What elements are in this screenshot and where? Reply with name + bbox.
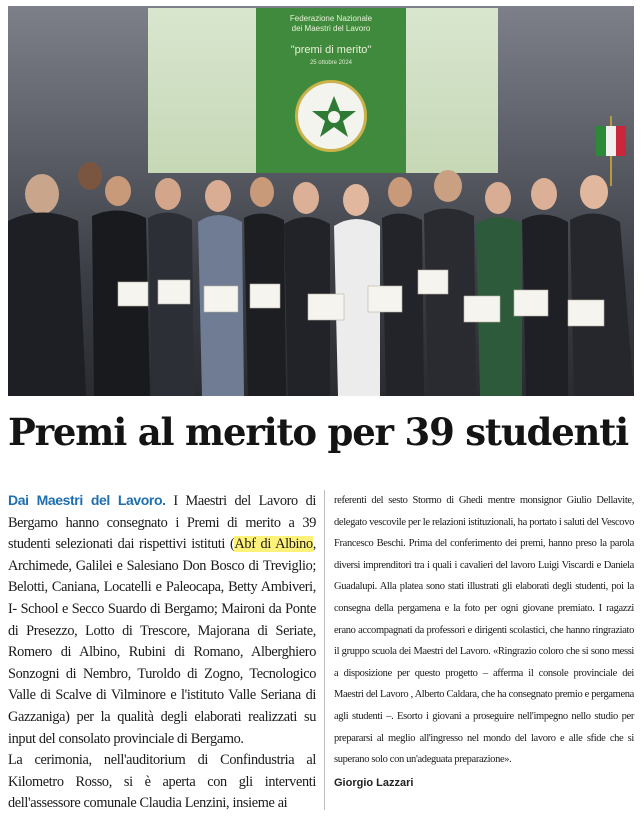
article-paragraph-2: referenti del sesto Stormo di Ghedi mentre monsignor Giulio Dellavite, delegato vescovile per le relazioni istituzionali, ha portato i saluti del Vescovo Francesco Beschi. Prima del conferimento dei premi, hanno preso la parola diversi imprenditori tra i quali i cavalieri del lavoro Luigi Viscardi e Daniela Guadalupi. Alla platea sono stati illustrati gli elaborati degli studenti, poi la consegna della pergamena e la foto per ogni giovane premiato. I ragazzi erano accompagnati da professori e dirigenti scolastici, che hanno ringraziato il gruppo scuola dei Maestri del Lavoro. «Ringrazio coloro che si sono messi a disposizione per questo progetto – afferma il console provinciale dei Maestri del Lavoro , Alberto Caldara, che ha consegnato premio e pergamena agli studenti –. Esorto i giovani a proseguire nell'impegno nello studio per prepararsi al meglio all'ingresso nel mondo del lavoro e alle sfide che si superano solo con un'adeguata preparazione». xyxy=(334,495,634,766)
column-divider xyxy=(324,490,325,810)
paragraph-1-text-b: , Archimede, Galilei e Salesiano Don Bosco di Treviglio; Belotti, Caniana, Locatelli e Paleocapa, Betty Ambiveri, I- School e Secco Suardo di Bergamo; Maironi da Ponte di Presezzo, Lotto di Trescore, Majorana di Seriate, Romero di Albino, Rubini di Romano, Alberghiero Sonzogni di Nembro, Turoldo di Zogno, Tecnologico Valle di Scalve di Vilminore e l'istituto Valle Seriana di Gazzaniga) per la qualità degli elaborati realizzati su input del consolato provinciale di Bergamo. xyxy=(8,536,316,747)
star-emblem-icon xyxy=(295,80,367,152)
screen-title-line1: Federazione Nazionale xyxy=(289,14,373,23)
highlighted-text: Abf di Albino xyxy=(234,536,313,553)
paragraph-1-text-a: I Maestri del Lavoro di Bergamo hanno consegnato i Premi di merito a 39 studenti selezionati dai rispettivi istituti ( xyxy=(8,493,316,553)
screen-date: 25 ottobre 2024 xyxy=(309,60,353,66)
article-kicker: Dai Maestri del Lavoro. xyxy=(8,492,166,508)
article-paragraph-2-start: La cerimonia, nell'auditorium di Confindustria al Kilometro Rosso, si è aperta con gli interventi dell'assessore comunale Claudia Lenzini, insieme ai xyxy=(8,752,316,812)
article-paragraph-1 xyxy=(8,490,316,750)
article-byline: Giorgio Lazzari xyxy=(334,776,414,789)
screen-title-line2: dei Maestri del Lavoro xyxy=(291,24,371,33)
screen-heading: "premi di merito" xyxy=(290,44,372,56)
article-column-right xyxy=(334,490,634,794)
article-column-left xyxy=(8,490,316,815)
students-group xyxy=(8,146,634,396)
article-headline: Premi al merito per 39 studenti xyxy=(8,410,628,454)
ceremony-photo xyxy=(8,6,634,396)
